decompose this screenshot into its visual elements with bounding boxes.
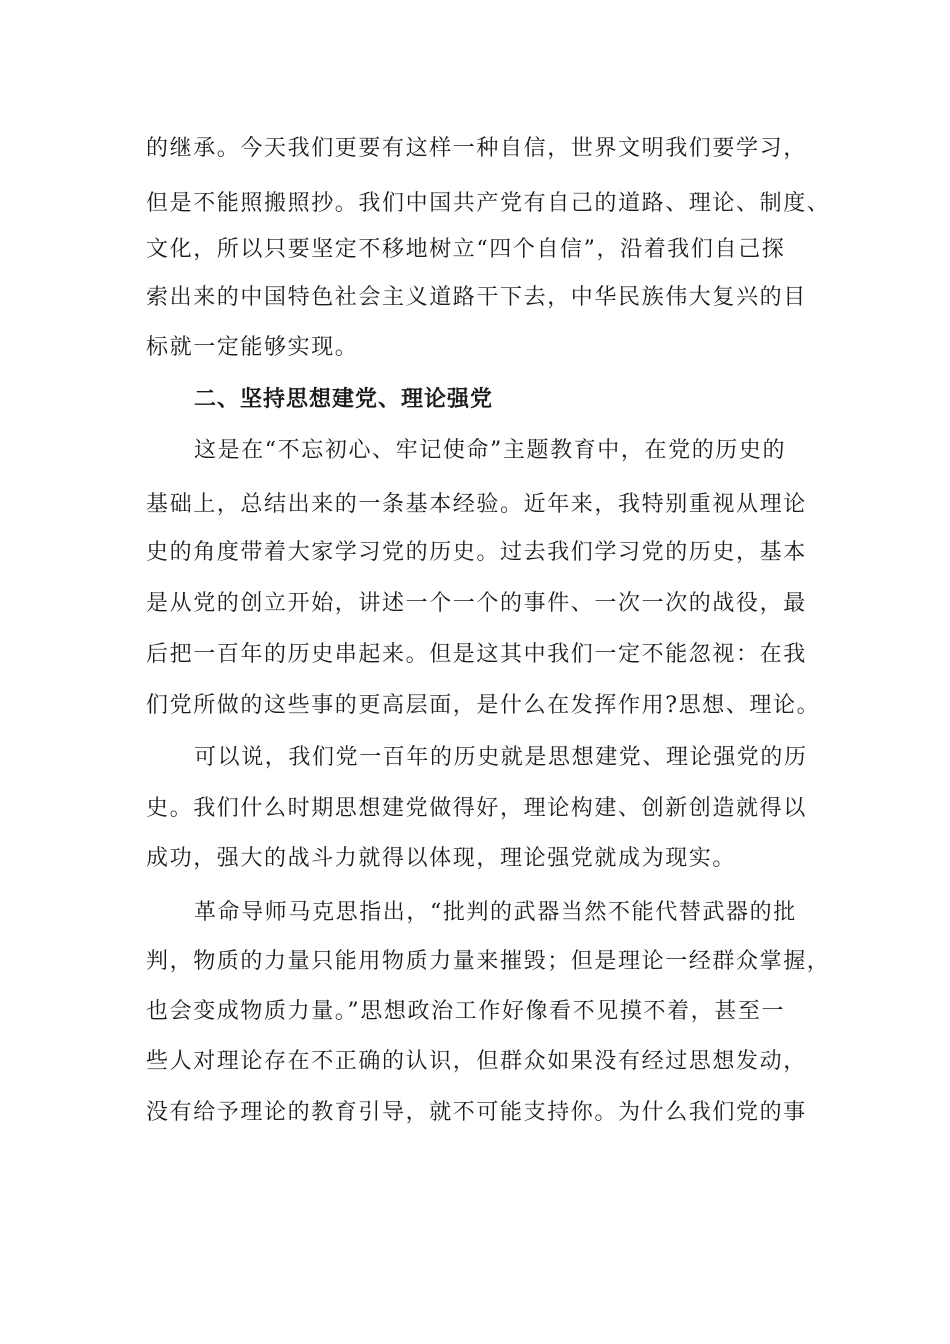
body-line: 史的角度带着大家学习党的历史。过去我们学习党的历史，基本: [146, 540, 807, 565]
body-line: 索出来的中国特色社会主义道路干下去，中华民族伟大复兴的目: [146, 285, 807, 310]
body-line: 没有给予理论的教育引导，就不可能支持你。为什么我们党的事: [146, 1100, 807, 1125]
body-line: 可以说，我们党一百年的历史就是思想建党、理论强党的历: [194, 745, 808, 770]
body-line: 基础上，总结出来的一条基本经验。近年来，我特别重视从理论: [146, 492, 807, 517]
body-line: 这是在“不忘初心、牢记使命”主题教育中，在党的历史的: [194, 438, 787, 463]
section-heading: 二、坚持思想建党、理论强党: [194, 387, 494, 412]
body-line: 文化，所以只要坚定不移地树立“四个自信”，沿着我们自己探: [146, 237, 786, 262]
body-line: 些人对理论存在不正确的认识，但群众如果没有经过思想发动，: [146, 1049, 807, 1074]
body-line: 也会变成物质力量。”思想政治工作好像看不见摸不着，甚至一: [146, 999, 786, 1024]
body-line: 判，物质的力量只能用物质力量来摧毁；但是理论一经群众掌握，: [146, 949, 831, 974]
body-line: 成功，强大的战斗力就得以体现，理论强党就成为现实。: [146, 846, 737, 871]
body-line: 史。我们什么时期思想建党做得好，理论构建、创新创造就得以: [146, 796, 807, 821]
body-line: 标就一定能够实现。: [146, 335, 359, 360]
body-line: 但是不能照搬照抄。我们中国共产党有自己的道路、理论、制度、: [146, 191, 831, 216]
body-line: 是从党的创立开始，讲述一个一个的事件、一次一次的战役，最: [146, 591, 807, 616]
body-line: 们党所做的这些事的更高层面，是什么在发挥作用?思想、理论。: [146, 693, 821, 718]
body-line: 的继承。今天我们更要有这样一种自信，世界文明我们要学习，: [146, 136, 807, 161]
body-line: 革命导师马克思指出，“批判的武器当然不能代替武器的批: [194, 900, 797, 925]
body-line: 后把一百年的历史串起来。但是这其中我们一定不能忽视：在我: [146, 642, 807, 667]
